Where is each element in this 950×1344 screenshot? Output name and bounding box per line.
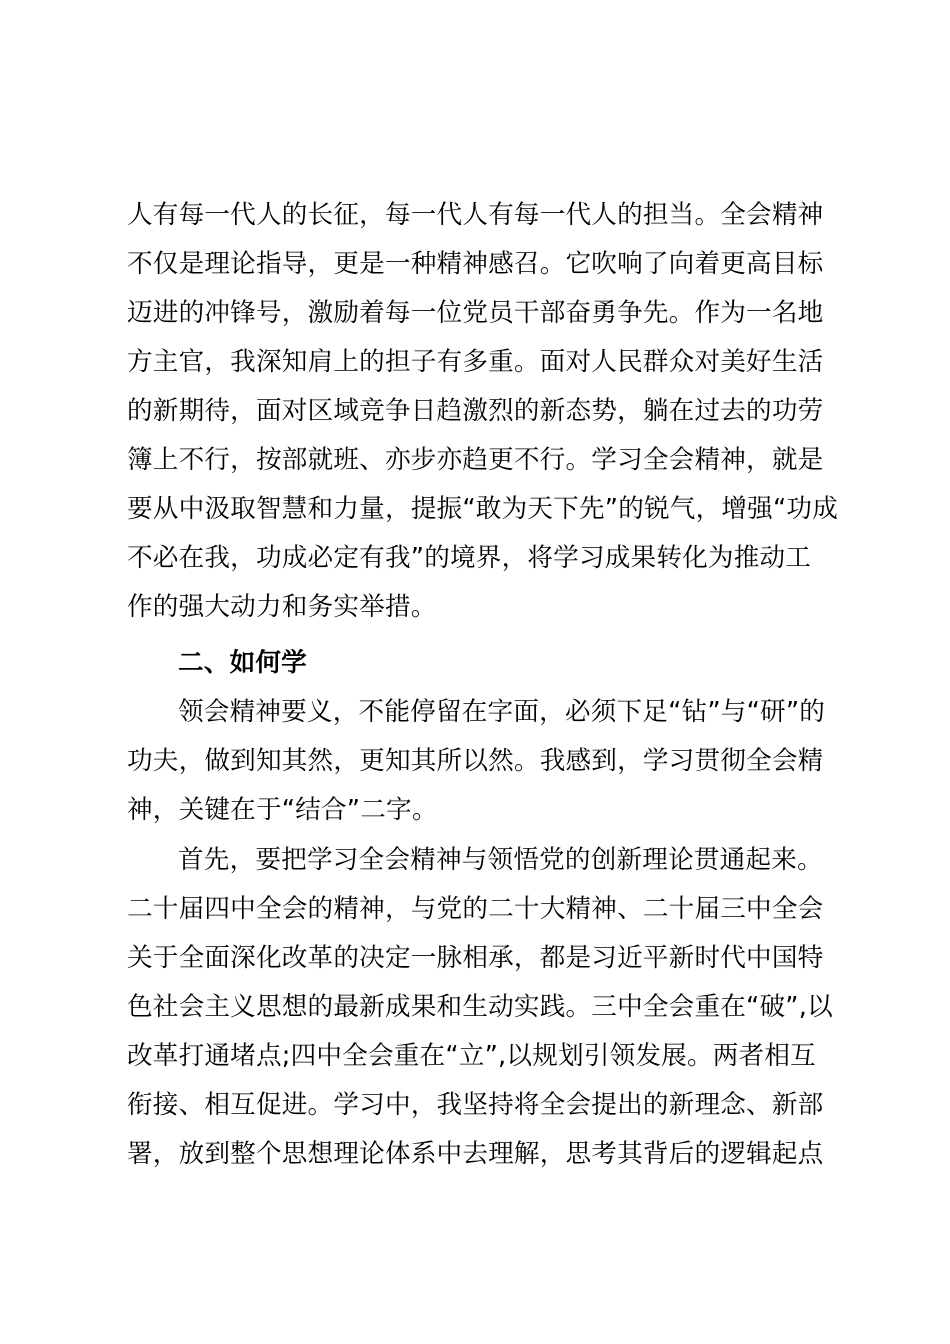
paragraph-line: 的新期待，面对区域竞争日趋激烈的新态势，躺在过去的功劳 bbox=[127, 396, 824, 426]
paragraph-line: 簿上不行，按部就班、亦步亦趋更不行。学习全会精神，就是 bbox=[127, 445, 824, 475]
paragraph-line: 人有每一代人的长征，每一代人有每一代人的担当。全会精神 bbox=[127, 200, 824, 230]
paragraph-line: 迈进的冲锋号，激励着每一位党员干部奋勇争先。作为一名地 bbox=[127, 298, 824, 328]
paragraph-line: 色社会主义思想的最新成果和生动实践。三中全会重在“破”,以 bbox=[127, 992, 833, 1022]
paragraph-line: 改革打通堵点;四中全会重在“立”,以规划引领发展。两者相互 bbox=[127, 1041, 816, 1071]
paragraph-line: 署，放到整个思想理论体系中去理解，思考其背后的逻辑起点 bbox=[127, 1139, 824, 1169]
paragraph-line: 不仅是理论指导，更是一种精神感召。它吹响了向着更高目标 bbox=[127, 249, 824, 279]
paragraph-line: 领会精神要义，不能停留在字面，必须下足“钻”与“研”的 bbox=[178, 697, 826, 727]
paragraph-line: 功夫，做到知其然，更知其所以然。我感到，学习贯彻全会精 bbox=[127, 746, 824, 776]
paragraph-line: 方主官，我深知肩上的担子有多重。面对人民群众对美好生活 bbox=[127, 347, 824, 377]
paragraph-line: 衔接、相互促进。学习中，我坚持将全会提出的新理念、新部 bbox=[127, 1090, 824, 1120]
paragraph-line: 作的强大动力和务实举措。 bbox=[127, 592, 437, 622]
paragraph-line: 关于全面深化改革的决定一脉相承，都是习近平新时代中国特 bbox=[127, 943, 824, 973]
section-heading: 二、如何学 bbox=[178, 648, 307, 678]
paragraph-line: 不必在我，功成必定有我”的境界，将学习成果转化为推动工 bbox=[127, 543, 812, 573]
paragraph-line: 二十届四中全会的精神，与党的二十大精神、二十届三中全会 bbox=[127, 894, 824, 924]
paragraph-line: 神，关键在于“结合”二字。 bbox=[127, 795, 438, 825]
paragraph-line: 首先，要把学习全会精神与领悟党的创新理论贯通起来。 bbox=[178, 845, 823, 875]
paragraph-line: 要从中汲取智慧和力量，提振“敢为天下先”的锐气，增强“功成 bbox=[127, 494, 839, 524]
